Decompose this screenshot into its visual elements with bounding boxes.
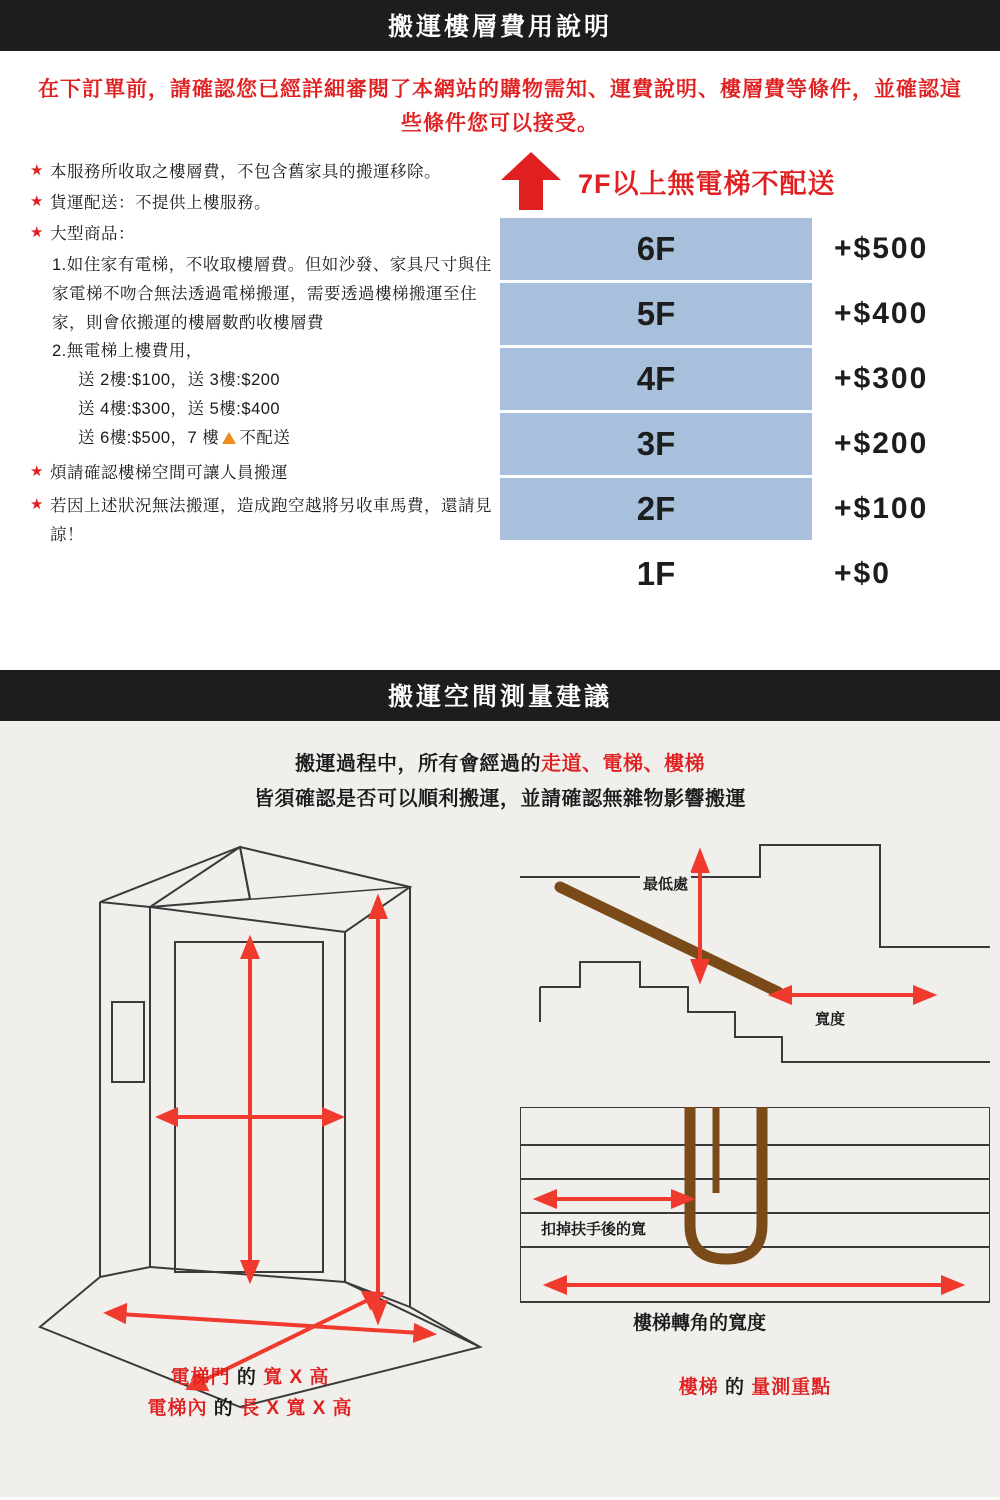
section-title-fees: 搬運樓層費用說明	[0, 0, 1000, 51]
note-text: 煩請確認樓梯空間可讓人員搬運	[49, 463, 288, 482]
label-handrail-clear-width: 扣掉扶手後的寬	[538, 1217, 649, 1240]
note-text: 大型商品：	[49, 224, 135, 243]
measure-intro-1b: 走道、電梯、樓梯	[541, 753, 705, 776]
floor-label: 1F	[500, 543, 812, 605]
note-text: 若因上述狀況無法搬運，造成跑空越將另收車馬費，還請見諒！	[49, 496, 492, 544]
elevator-diagram	[0, 827, 500, 1447]
arrow-up-icon	[500, 152, 564, 210]
no-delivery-text: 7F以上無電梯不配送	[578, 168, 836, 199]
floor-row-4f	[500, 348, 980, 410]
stairs-caption-c: 量測重點	[751, 1377, 832, 1399]
label-width: 寬度	[812, 1007, 848, 1030]
fee-line-1: 送 2樓:$100，送 3樓:$200	[78, 371, 281, 390]
elevator-caption-1c: 寬 X 高	[263, 1367, 330, 1389]
stairs-side-diagram	[520, 837, 990, 1097]
list-item	[30, 459, 500, 488]
measure-intro	[0, 721, 1000, 827]
star-icon: ★	[30, 462, 44, 480]
elevator-caption-1b: 的	[236, 1367, 257, 1389]
intro-paragraph: 在下訂單前，請確認您已經詳細審閱了本網站的購物需知、運費說明、樓層費等條件，並確認這些條件您可以接受。	[38, 78, 962, 135]
floor-row-2f	[500, 478, 980, 540]
elevator-caption-line1	[20, 1362, 480, 1389]
note-text: 本服務所收取之樓層費，不包含舊家具的搬運移除。	[49, 163, 441, 182]
label-lowest-point: 最低處	[640, 872, 691, 895]
warning-triangle-icon	[222, 432, 236, 444]
measure-intro-1a: 搬運過程中，所有會經過的	[295, 753, 541, 776]
elevator-caption-line2	[20, 1393, 480, 1420]
no-delivery-banner	[500, 150, 980, 212]
label-corner-width: 樓梯轉角的寬度	[630, 1307, 769, 1336]
floor-row-1f	[500, 543, 980, 605]
floor-label: 6F	[500, 218, 812, 280]
elevator-caption	[20, 1362, 480, 1420]
floor-price: +$0	[834, 557, 891, 591]
big-item-line-2: 2.無電梯上樓費用，	[52, 342, 203, 361]
big-item-line-1: 1.如住家有電梯，不收取樓層費。但如沙發、家具尺寸與住家電梯不吻合無法透過電梯搬運，需要透過樓梯搬運至住家，則會依搬運的樓層數酌收樓層費	[52, 255, 492, 332]
note-text: 貨運配送：不提供上樓服務。	[49, 194, 271, 213]
floor-price: +$200	[834, 427, 929, 461]
list-item	[30, 158, 500, 187]
floor-label: 3F	[500, 413, 812, 475]
stairs-caption	[520, 1372, 990, 1399]
star-icon: ★	[30, 162, 44, 180]
handrail-line	[560, 887, 778, 992]
measure-content	[0, 721, 1000, 1497]
diagrams	[0, 827, 1000, 1487]
floor-row-6f	[500, 218, 980, 280]
floor-label: 4F	[500, 348, 812, 410]
list-item	[30, 492, 500, 550]
fees-content	[0, 150, 1000, 670]
fee-line-2: 送 4樓:$300，送 5樓:$400	[78, 400, 281, 419]
floor-price: +$100	[834, 492, 929, 526]
floor-label: 5F	[500, 283, 812, 345]
section-title-measure: 搬運空間測量建議	[0, 670, 1000, 721]
floor-price: +$500	[834, 232, 929, 266]
fee-line-3	[30, 424, 500, 453]
elevator-caption-2c: 長 X 寬 X 高	[240, 1398, 353, 1420]
fee-line-3-suffix: 不配送	[239, 429, 291, 448]
floor-price: +$400	[834, 297, 929, 331]
floor-fee-chart	[500, 150, 980, 608]
star-icon: ★	[30, 193, 44, 211]
floor-row-5f	[500, 283, 980, 345]
floor-price: +$300	[834, 362, 929, 396]
fee-line-3-text: 送 6樓:$500，7 樓	[78, 429, 220, 448]
star-icon: ★	[30, 223, 44, 241]
stairs-caption-a: 樓梯	[678, 1377, 719, 1399]
stairs-caption-b: 的	[724, 1377, 745, 1399]
elevator-caption-1a: 電梯門	[170, 1367, 231, 1389]
measure-intro-2: 皆須確認是否可以順利搬運，並請確認無雜物影響搬運	[254, 788, 746, 811]
fee-notes-list	[30, 158, 500, 551]
floor-row-3f	[500, 413, 980, 475]
elevator-caption-2a: 電梯內	[147, 1398, 208, 1420]
handrail-u-shape	[690, 1107, 762, 1259]
list-item	[30, 189, 500, 218]
list-item	[30, 220, 500, 249]
floor-label: 2F	[500, 478, 812, 540]
elevator-caption-2b: 的	[213, 1398, 234, 1420]
star-icon: ★	[30, 495, 44, 513]
